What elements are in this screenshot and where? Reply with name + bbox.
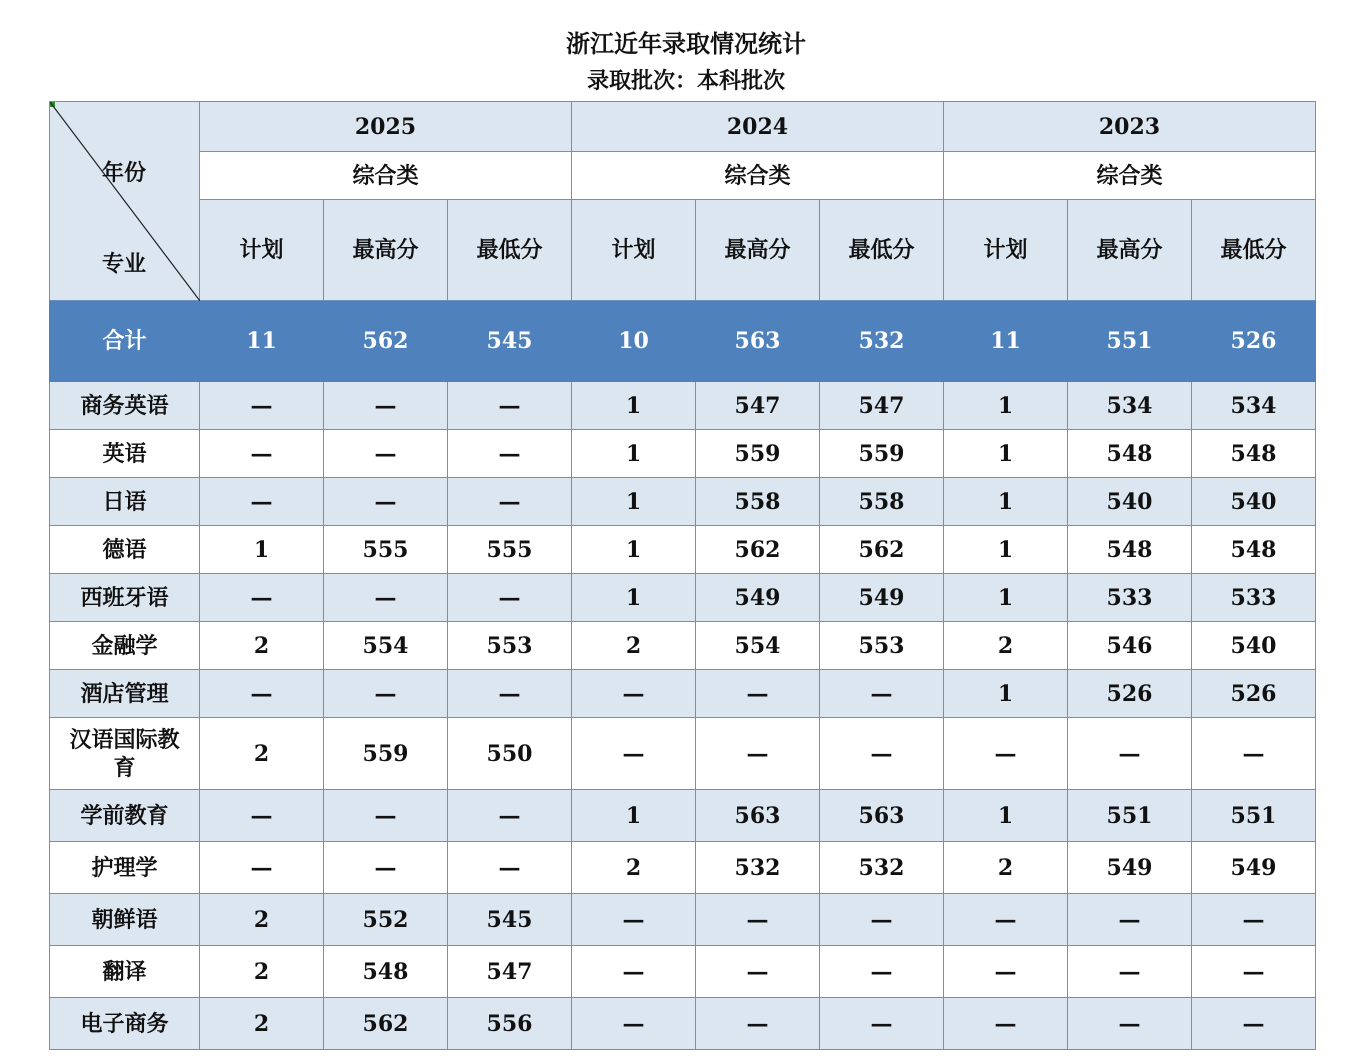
score-cell: 551 <box>1192 790 1316 842</box>
score-cell: 2 <box>944 842 1068 894</box>
score-cell: — <box>572 670 696 718</box>
major-name-cell: 翻译 <box>50 946 200 998</box>
score-cell: — <box>448 430 572 478</box>
score-cell: — <box>1192 998 1316 1050</box>
score-cell: 2 <box>200 998 324 1050</box>
table-row <box>50 790 1316 842</box>
score-cell: 548 <box>1068 526 1192 574</box>
score-cell: 549 <box>1068 842 1192 894</box>
score-cell: 1 <box>200 526 324 574</box>
score-cell: 534 <box>1068 382 1192 430</box>
score-cell: — <box>448 842 572 894</box>
column-header: 最低分 <box>448 200 572 301</box>
score-cell: 2 <box>200 894 324 946</box>
score-cell: 555 <box>448 526 572 574</box>
score-cell: — <box>448 478 572 526</box>
category-header-row <box>50 152 1316 200</box>
score-cell: — <box>324 574 448 622</box>
score-cell: — <box>1068 946 1192 998</box>
column-header: 最高分 <box>1068 200 1192 301</box>
score-cell: 548 <box>1192 526 1316 574</box>
total-value: 563 <box>696 301 820 382</box>
score-cell: — <box>324 790 448 842</box>
score-cell: 559 <box>820 430 944 478</box>
table-row <box>50 574 1316 622</box>
major-name-cell: 电子商务 <box>50 998 200 1050</box>
score-cell: 547 <box>696 382 820 430</box>
score-cell: — <box>324 670 448 718</box>
score-cell: — <box>1068 894 1192 946</box>
score-cell: — <box>944 998 1068 1050</box>
score-cell: — <box>1192 946 1316 998</box>
score-cell: 550 <box>448 718 572 790</box>
total-value: 532 <box>820 301 944 382</box>
table-row <box>50 430 1316 478</box>
score-cell: — <box>448 790 572 842</box>
year-header-2025: 2025 <box>200 102 572 152</box>
score-cell: — <box>696 718 820 790</box>
admission-table <box>49 101 1316 1050</box>
score-cell: 548 <box>324 946 448 998</box>
table-row <box>50 478 1316 526</box>
major-name-cell: 朝鲜语 <box>50 894 200 946</box>
score-cell: 562 <box>820 526 944 574</box>
score-cell: — <box>200 382 324 430</box>
score-cell: 558 <box>696 478 820 526</box>
score-cell: — <box>572 718 696 790</box>
table-row <box>50 842 1316 894</box>
category-header-2023: 综合类 <box>944 152 1316 200</box>
score-cell: 533 <box>1192 574 1316 622</box>
score-cell: — <box>200 790 324 842</box>
score-cell: 558 <box>820 478 944 526</box>
total-value: 545 <box>448 301 572 382</box>
score-cell: 1 <box>944 430 1068 478</box>
score-cell: 548 <box>1068 430 1192 478</box>
column-header: 计划 <box>200 200 324 301</box>
score-cell: 559 <box>324 718 448 790</box>
score-cell: 1 <box>944 574 1068 622</box>
score-cell: — <box>820 946 944 998</box>
score-cell: — <box>944 894 1068 946</box>
score-cell: — <box>944 946 1068 998</box>
score-cell: 534 <box>1192 382 1316 430</box>
score-cell: 549 <box>1192 842 1316 894</box>
score-cell: 553 <box>448 622 572 670</box>
major-name-cell: 德语 <box>50 526 200 574</box>
score-cell: 556 <box>448 998 572 1050</box>
page-subtitle: 录取批次：本科批次 <box>586 68 785 94</box>
score-cell: 548 <box>1192 430 1316 478</box>
table-row <box>50 998 1316 1050</box>
score-cell: 552 <box>324 894 448 946</box>
column-header: 计划 <box>944 200 1068 301</box>
score-cell: — <box>1068 998 1192 1050</box>
score-cell: 549 <box>696 574 820 622</box>
score-cell: — <box>572 998 696 1050</box>
major-name-cell: 英语 <box>50 430 200 478</box>
total-value: 11 <box>200 301 324 382</box>
score-cell: 1 <box>572 478 696 526</box>
score-cell: 547 <box>820 382 944 430</box>
score-cell: 2 <box>200 946 324 998</box>
score-cell: 555 <box>324 526 448 574</box>
column-header-row <box>50 200 1316 301</box>
score-cell: 563 <box>696 790 820 842</box>
score-cell: 551 <box>1068 790 1192 842</box>
table-row <box>50 718 1316 790</box>
major-name-cell: 商务英语 <box>50 382 200 430</box>
score-cell: — <box>572 946 696 998</box>
score-cell: — <box>324 478 448 526</box>
score-cell: 2 <box>200 622 324 670</box>
score-cell: — <box>820 718 944 790</box>
score-cell: — <box>696 670 820 718</box>
score-cell: — <box>1068 718 1192 790</box>
category-header-2024: 综合类 <box>572 152 944 200</box>
total-value: 562 <box>324 301 448 382</box>
total-row <box>50 301 1316 382</box>
table-row <box>50 946 1316 998</box>
corner-header-cell <box>50 102 200 301</box>
score-cell: 1 <box>944 790 1068 842</box>
score-cell: — <box>944 718 1068 790</box>
score-cell: — <box>696 946 820 998</box>
score-cell: 1 <box>572 526 696 574</box>
corner-year-label: 年份 <box>102 160 147 186</box>
table-row <box>50 526 1316 574</box>
score-cell: 1 <box>572 790 696 842</box>
score-cell: 1 <box>572 574 696 622</box>
score-cell: 2 <box>572 842 696 894</box>
score-cell: — <box>200 842 324 894</box>
score-cell: 1 <box>572 430 696 478</box>
score-cell: 532 <box>820 842 944 894</box>
score-cell: — <box>696 894 820 946</box>
major-name-cell: 金融学 <box>50 622 200 670</box>
table-row <box>50 670 1316 718</box>
score-cell: — <box>572 894 696 946</box>
year-header-2024: 2024 <box>572 102 944 152</box>
column-header: 最低分 <box>820 200 944 301</box>
total-value: 10 <box>572 301 696 382</box>
major-name-cell: 日语 <box>50 478 200 526</box>
column-header: 最高分 <box>696 200 820 301</box>
score-cell: 540 <box>1192 622 1316 670</box>
total-value: 551 <box>1068 301 1192 382</box>
score-cell: 1 <box>572 382 696 430</box>
score-cell: 554 <box>696 622 820 670</box>
table-row <box>50 894 1316 946</box>
column-header: 最低分 <box>1192 200 1316 301</box>
total-value: 11 <box>944 301 1068 382</box>
table-row <box>50 382 1316 430</box>
score-cell: 1 <box>944 382 1068 430</box>
score-cell: — <box>820 894 944 946</box>
score-cell: 532 <box>696 842 820 894</box>
score-cell: — <box>448 670 572 718</box>
score-cell: 546 <box>1068 622 1192 670</box>
score-cell: 2 <box>200 718 324 790</box>
total-label: 合计 <box>50 301 200 382</box>
major-name-cell: 西班牙语 <box>50 574 200 622</box>
score-cell: 540 <box>1192 478 1316 526</box>
score-cell: 553 <box>820 622 944 670</box>
score-cell: — <box>1192 894 1316 946</box>
score-cell: — <box>448 382 572 430</box>
score-cell: — <box>200 670 324 718</box>
total-value: 526 <box>1192 301 1316 382</box>
score-cell: 549 <box>820 574 944 622</box>
major-name-cell: 酒店管理 <box>50 670 200 718</box>
score-cell: 562 <box>696 526 820 574</box>
column-header: 最高分 <box>324 200 448 301</box>
score-cell: 1 <box>944 478 1068 526</box>
major-name-cell: 学前教育 <box>50 790 200 842</box>
year-header-2023: 2023 <box>944 102 1316 152</box>
score-cell: — <box>324 382 448 430</box>
column-header: 计划 <box>572 200 696 301</box>
score-cell: — <box>200 430 324 478</box>
score-cell: 2 <box>572 622 696 670</box>
score-cell: 559 <box>696 430 820 478</box>
score-cell: 540 <box>1068 478 1192 526</box>
score-cell: — <box>200 478 324 526</box>
score-cell: 526 <box>1192 670 1316 718</box>
score-cell: 545 <box>448 894 572 946</box>
major-name-cell: 汉语国际教育 <box>50 718 200 790</box>
score-cell: 526 <box>1068 670 1192 718</box>
score-cell: — <box>448 574 572 622</box>
score-cell: 547 <box>448 946 572 998</box>
score-cell: 1 <box>944 670 1068 718</box>
score-cell: 1 <box>944 526 1068 574</box>
score-cell: — <box>820 998 944 1050</box>
score-cell: 554 <box>324 622 448 670</box>
score-cell: — <box>200 574 324 622</box>
major-name-cell: 护理学 <box>50 842 200 894</box>
corner-major-label: 专业 <box>102 251 147 277</box>
year-header-row <box>50 102 1316 152</box>
score-cell: 563 <box>820 790 944 842</box>
score-cell: — <box>820 670 944 718</box>
category-header-2025: 综合类 <box>200 152 572 200</box>
score-cell: — <box>1192 718 1316 790</box>
score-cell: 2 <box>944 622 1068 670</box>
score-cell: 533 <box>1068 574 1192 622</box>
page-title: 浙江近年录取情况统计 <box>566 29 806 58</box>
table-row <box>50 622 1316 670</box>
score-cell: — <box>324 842 448 894</box>
score-cell: — <box>696 998 820 1050</box>
score-cell: — <box>324 430 448 478</box>
score-cell: 562 <box>324 998 448 1050</box>
